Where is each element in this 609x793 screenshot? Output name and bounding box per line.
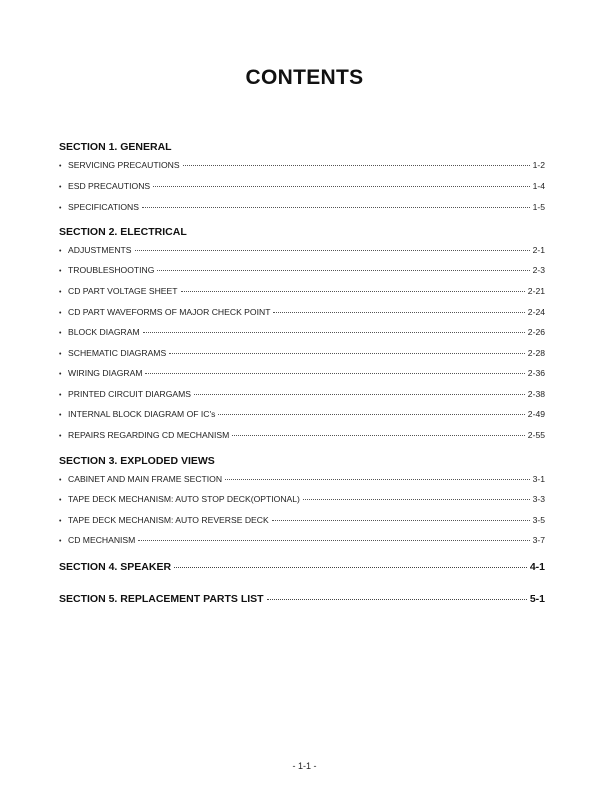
toc-entry[interactable] [59,181,545,191]
dot-leader [143,332,525,333]
dot-leader [272,520,530,521]
toc-entry-page: 3-5 [532,515,545,525]
toc-entry-page: 1-2 [532,160,545,170]
toc-entry-label: CD PART WAVEFORMS OF MAJOR CHECK POINT [68,307,271,317]
toc-section-page: 5-1 [529,593,545,605]
toc-entry[interactable] [59,202,545,212]
dot-leader [174,567,527,568]
toc-entry[interactable] [59,265,545,275]
page-number: - 1-1 - [292,761,317,771]
dot-leader [135,250,530,251]
toc-entry-page: 1-4 [532,181,545,191]
toc-entry-label: TAPE DECK MECHANISM: AUTO STOP DECK(OPTIONAL) [68,494,300,504]
dot-leader [169,353,525,354]
bullet-icon: • [59,184,62,191]
dot-leader [145,373,524,374]
toc-entry-page: 2-21 [527,286,545,296]
toc-entry[interactable] [59,515,545,525]
bullet-icon: • [59,248,62,255]
bullet-icon: • [59,538,62,545]
section-heading: SECTION 2. ELECTRICAL [59,226,187,238]
toc-entry-label: SCHEMATIC DIAGRAMS [68,348,167,358]
toc-entry-page: 2-49 [527,409,545,419]
toc-section-label: SECTION 4. SPEAKER [59,561,172,573]
bullet-icon: • [59,518,62,525]
dot-leader [153,186,529,187]
bullet-icon: • [59,330,62,337]
dot-leader [273,312,524,313]
dot-leader [225,479,530,480]
toc-entry-label: CD PART VOLTAGE SHEET [68,286,178,296]
bullet-icon: • [59,497,62,504]
toc-entry-page: 3-7 [532,535,545,545]
bullet-icon: • [59,433,62,440]
toc-entry-label: SPECIFICATIONS [68,202,139,212]
dot-leader [303,499,530,500]
toc-section-entry[interactable] [59,561,545,573]
bullet-icon: • [59,205,62,212]
toc-entry-label: BLOCK DIAGRAM [68,327,140,337]
dot-leader [157,270,529,271]
dot-leader [267,599,527,600]
bullet-icon: • [59,268,62,275]
toc-entry[interactable] [59,327,545,337]
bullet-icon: • [59,310,62,317]
toc-entry[interactable] [59,368,545,378]
toc-entry-label: CABINET AND MAIN FRAME SECTION [68,474,223,484]
toc-entry-label: SERVICING PRECAUTIONS [68,160,180,170]
toc-entry-page: 3-3 [532,494,545,504]
toc-entry-label: PRINTED CIRCUIT DIARGAMS [68,389,192,399]
toc-entry[interactable] [59,286,545,296]
dot-leader [183,165,530,166]
toc-entry[interactable] [59,348,545,358]
page-title: CONTENTS [245,66,364,89]
toc-entry-label: ESD PRECAUTIONS [68,181,151,191]
toc-entry-page: 2-55 [527,430,545,440]
toc-entry-page: 3-1 [532,474,545,484]
toc-entry-label: CD MECHANISM [68,535,136,545]
bullet-icon: • [59,477,62,484]
toc-entry-page: 2-38 [527,389,545,399]
toc-entry[interactable] [59,494,545,504]
toc-entry-label: WIRING DIAGRAM [68,368,143,378]
bullet-icon: • [59,412,62,419]
toc-entry[interactable] [59,160,545,170]
section-heading: SECTION 1. GENERAL [59,141,172,153]
toc-entry[interactable] [59,245,545,255]
toc-entry-page: 2-24 [527,307,545,317]
bullet-icon: • [59,392,62,399]
toc-section-label: SECTION 5. REPLACEMENT PARTS LIST [59,593,264,605]
toc-entry-page: 2-28 [527,348,545,358]
bullet-icon: • [59,371,62,378]
toc-entry[interactable] [59,535,545,545]
toc-section-entry[interactable] [59,593,545,605]
bullet-icon: • [59,163,62,170]
dot-leader [142,207,530,208]
dot-leader [181,291,525,292]
bullet-icon: • [59,351,62,358]
toc-entry-label: INTERNAL BLOCK DIAGRAM OF IC's [68,409,216,419]
toc-entry-page: 2-36 [527,368,545,378]
dot-leader [194,394,525,395]
toc-entry[interactable] [59,389,545,399]
toc-entry[interactable] [59,307,545,317]
toc-entry-label: TAPE DECK MECHANISM: AUTO REVERSE DECK [68,515,269,525]
toc-entry-label: ADJUSTMENTS [68,245,132,255]
toc-entry-page: 2-3 [532,265,545,275]
toc-entry[interactable] [59,430,545,440]
toc-entry-label: TROUBLESHOOTING [68,265,155,275]
toc-entry[interactable] [59,409,545,419]
section-heading: SECTION 3. EXPLODED VIEWS [59,455,215,467]
toc-entry-label: REPAIRS REGARDING CD MECHANISM [68,430,230,440]
toc-entry-page: 1-5 [532,202,545,212]
dot-leader [138,540,529,541]
bullet-icon: • [59,289,62,296]
toc-entry-page: 2-26 [527,327,545,337]
toc-section-page: 4-1 [529,561,545,573]
toc-entry-page: 2-1 [532,245,545,255]
dot-leader [232,435,525,436]
toc-entry[interactable] [59,474,545,484]
dot-leader [218,414,524,415]
